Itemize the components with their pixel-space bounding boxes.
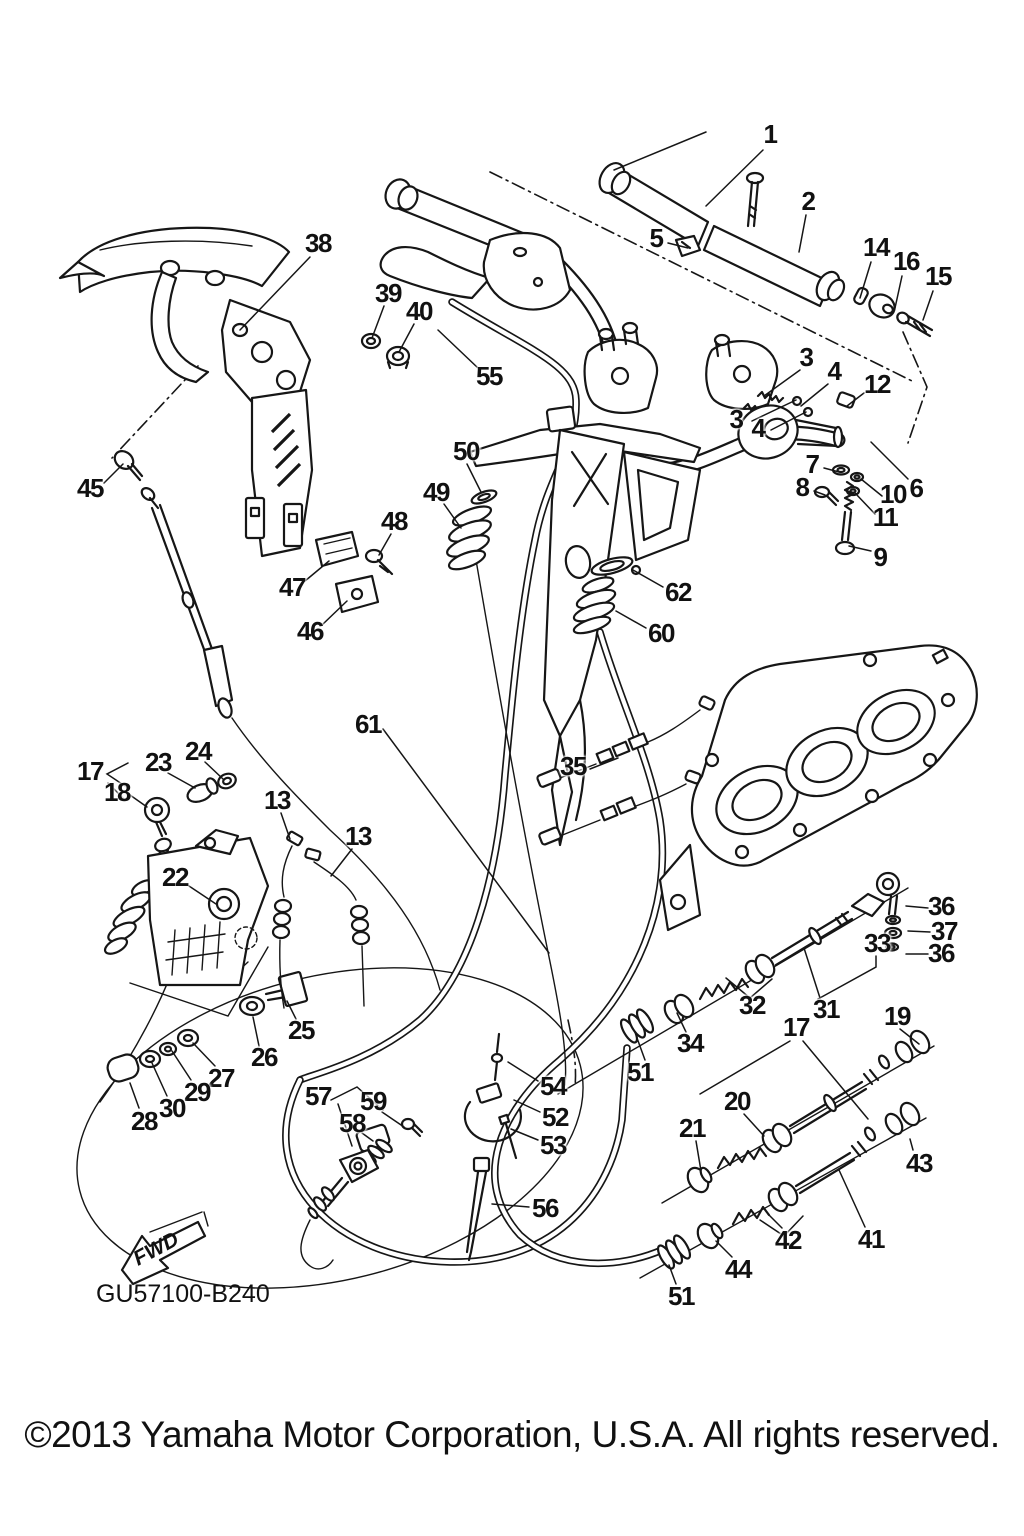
part-callout: 6 (909, 473, 923, 503)
part-callout: 15 (925, 261, 951, 291)
steering-pad-bracket (60, 228, 312, 556)
part-callout: 33 (864, 928, 890, 958)
part-callout: 41 (858, 1224, 884, 1254)
part-callout: 19 (884, 1001, 910, 1031)
part-callout: 39 (375, 278, 401, 308)
part-callout: 17 (77, 756, 103, 786)
part-callout: 59 (360, 1086, 386, 1116)
part-callout: 20 (724, 1086, 750, 1116)
part-callout: 50 (453, 436, 479, 466)
part-callout: 18 (104, 777, 130, 807)
part-callout: 7 (805, 449, 819, 479)
part-callout: 25 (288, 1015, 314, 1045)
part-callout: 24 (185, 736, 211, 766)
part-callout: 29 (184, 1077, 210, 1107)
part-callout: 51 (627, 1057, 653, 1087)
part-callout: 56 (532, 1193, 558, 1223)
part-callout: 49 (423, 477, 449, 507)
part-callout: 21 (679, 1113, 705, 1143)
sensor-group (301, 1119, 422, 1269)
part-callout: 31 (813, 994, 839, 1024)
part-callout: 27 (208, 1063, 234, 1093)
part-callout: 53 (540, 1130, 566, 1160)
part-callout: 13 (264, 785, 290, 815)
part-callout: 3 (799, 342, 813, 372)
part-callout: 9 (873, 542, 887, 572)
part-callout: 14 (863, 232, 889, 262)
part-callout: 4 (751, 413, 765, 443)
part-callout: 55 (476, 361, 502, 391)
fwd-arrow-label: FWD (129, 1227, 183, 1271)
part-callout: 8 (795, 472, 809, 502)
part-callout: 22 (162, 862, 188, 892)
part-callout: 12 (864, 369, 890, 399)
part-callout: 60 (648, 618, 674, 648)
part-callout: 46 (297, 616, 323, 646)
part-callout: 38 (305, 228, 331, 258)
part-callout: 26 (251, 1042, 277, 1072)
part-callout: 1 (763, 119, 777, 149)
part-callout: 4 (827, 356, 841, 386)
part-callout: 30 (159, 1093, 185, 1123)
part-callout: 5 (649, 223, 663, 253)
part-callout: 17 (783, 1012, 809, 1042)
part-callout: 48 (381, 506, 407, 536)
part-callout: 32 (739, 990, 765, 1020)
part-callout: 43 (906, 1148, 932, 1178)
part-callout: 44 (725, 1254, 751, 1284)
part-callout: 54 (540, 1071, 566, 1101)
part-callout: 62 (665, 577, 691, 607)
part-callout: 61 (355, 709, 381, 739)
part-callout: 47 (279, 572, 305, 602)
part-callout: 34 (677, 1028, 703, 1058)
part-callout: 37 (931, 916, 957, 946)
part-callout: 2 (801, 186, 815, 216)
part-callout: 3 (729, 404, 743, 434)
washer-nut-group (362, 334, 409, 368)
part-callout: 10 (880, 479, 906, 509)
cable-clamps (316, 532, 392, 612)
part-callout: 42 (775, 1225, 801, 1255)
fwd-arrow (122, 1212, 208, 1284)
diagram-code: GU57100-B240 (96, 1280, 270, 1308)
carburetor-assembly (660, 645, 977, 930)
part-callout: 57 (305, 1081, 331, 1111)
part-callout: 35 (560, 751, 586, 781)
copyright-text: ©2013 Yamaha Motor Corporation, U.S.A. All rights reserved. (24, 1414, 1000, 1455)
part-callout: 28 (131, 1106, 157, 1136)
part-callout: 52 (542, 1102, 568, 1132)
part-callout: 11 (872, 502, 898, 532)
part-callout: 13 (345, 821, 371, 851)
part-callout: 23 (145, 747, 171, 777)
part-callout: 40 (406, 296, 432, 326)
part-callout: 36 (928, 938, 954, 968)
part-callout: 45 (77, 473, 103, 503)
part-callout: 16 (893, 246, 919, 276)
part-callout: 51 (668, 1281, 694, 1311)
part-callout: 58 (339, 1108, 365, 1138)
part-callout: 36 (928, 891, 954, 921)
